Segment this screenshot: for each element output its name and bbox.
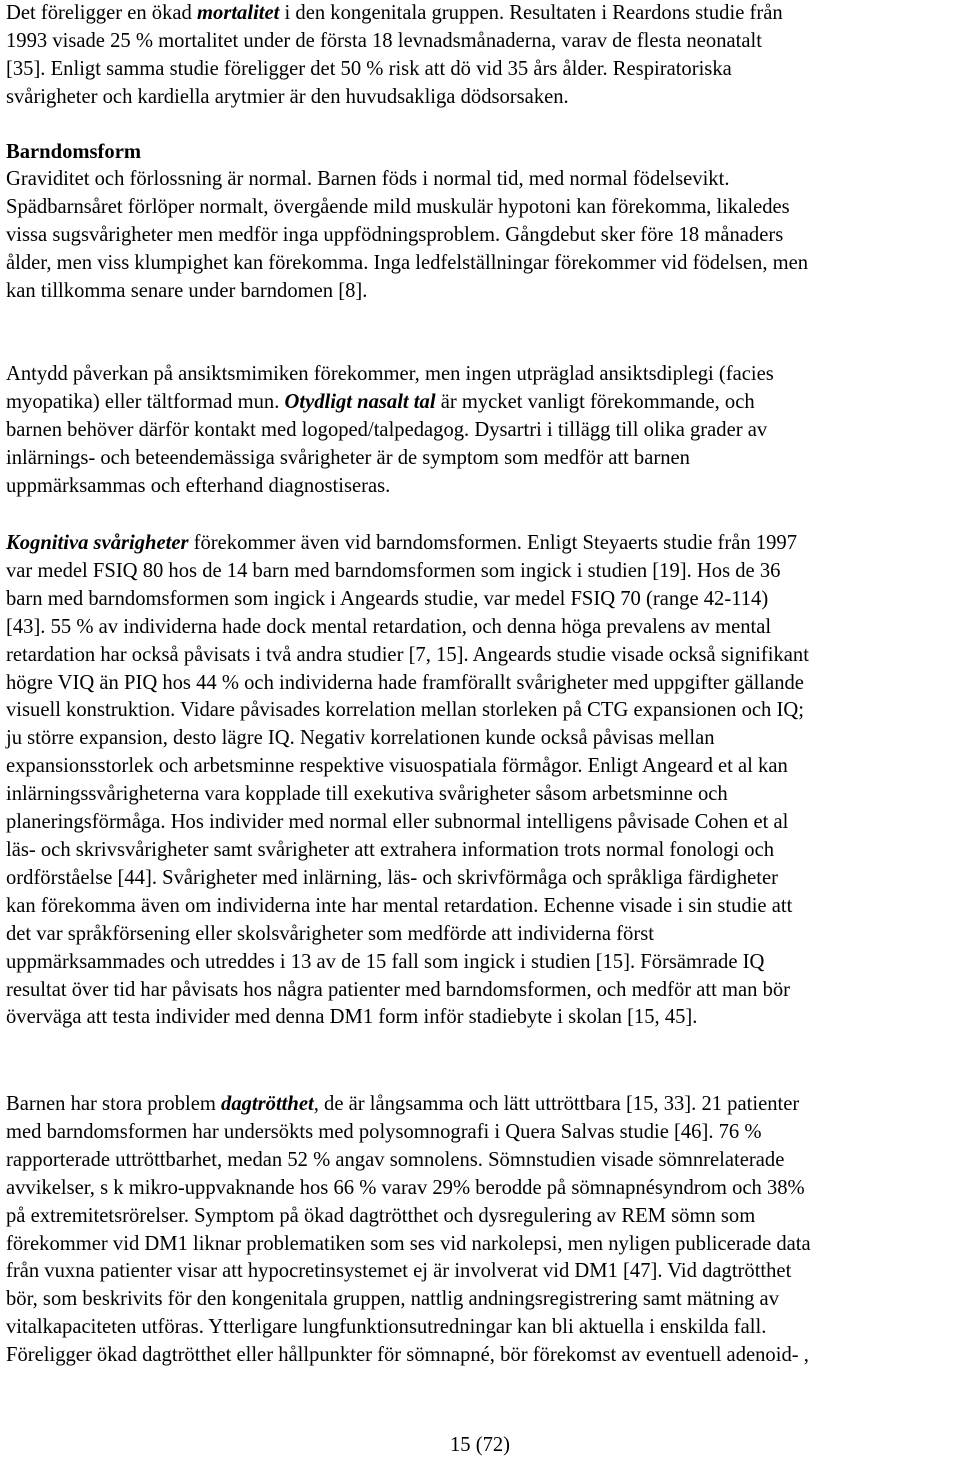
text-run: på extremitetsrörelser. Symptom på ökad dagtrötthet och dysregulering av REM sömn som (6, 1204, 756, 1227)
text-line (6, 1286, 811, 1314)
text-run: visuell konstruktion. Vidare påvisades korrelation mellan storleken på CTG expansionen och IQ; (6, 699, 804, 722)
text-run: förekommer även vid barndomsformen. Enligt Steyaerts studie från 1997 (188, 532, 798, 554)
text-run: med barndomsformen har undersökts med polysomnografi i Quera Salvas studie [46]. 76 % (6, 1120, 762, 1143)
text-run: Det föreligger en ökad (6, 2, 197, 24)
text-line (6, 865, 809, 893)
text-line (6, 530, 809, 558)
text-line (6, 586, 809, 614)
text-line (6, 558, 809, 586)
text-line (6, 1004, 809, 1032)
text-run: Barnen har stora problem (6, 1093, 222, 1115)
text-run: barn med barndomsformen som ingick i Angeards studie, var medel FSIQ 70 (range 42-114) (6, 587, 769, 610)
text-line (6, 670, 809, 698)
text-run: det var språkförsening eller skolsvårigheter som medförde att individerna först (6, 922, 654, 945)
text-run: rapporterade uttröttbarhet, medan 52 % angav somnolens. Sömnstudien visade sömnrelaterade (6, 1148, 785, 1171)
text-line (6, 1203, 811, 1231)
text-line (6, 1231, 811, 1259)
emphasized-term: dagtrötthet (221, 1093, 314, 1115)
text-run: Spädbarnsåret förlöper normalt, övergående mild muskulär hypotoni kan förekomma, likaledes (6, 195, 790, 218)
section-heading: Barndomsform (6, 141, 141, 163)
text-line (6, 0, 783, 28)
text-run: inlärnings- och beteendemässiga svårigheter är de symptom som medför att barnen (6, 446, 690, 469)
text-run: vitalkapaciteten utföras. Ytterligare lungfunktionsutredningar kan bli aktuella i enskilda fall. (6, 1316, 767, 1339)
text-line (6, 361, 774, 389)
text-line (6, 389, 774, 417)
emphasized-term: mortalitet (197, 2, 280, 24)
paragraph-cognitive (6, 530, 809, 1032)
text-run: i den kongenitala gruppen. Resultaten i Reardons studie från (279, 2, 783, 24)
text-line (6, 250, 808, 278)
emphasized-term: Kognitiva svårigheter (6, 532, 189, 554)
text-run: [35]. Enligt samma studie föreligger det 50 % risk att dö vid 35 års ålder. Respiratoriska (6, 57, 732, 80)
text-run: bör, som beskrivits för den kongenitala gruppen, nattlig andningsregistrering samt mätning av (6, 1288, 779, 1311)
text-run: uppmärksammades och utreddes i 13 av de 15 fall som ingick i studien [15]. Försämrade IQ (6, 950, 765, 973)
text-run: Föreligger ökad dagtrötthet eller hållpunkter för sömnapné, bör förekomst av eventuell adenoid- , (6, 1344, 809, 1367)
text-line (6, 949, 809, 977)
text-run: högre VIQ än PIQ hos 44 % och individerna hade framförallt svårigheter med uppgifter gällande (6, 671, 804, 694)
text-line (6, 1147, 811, 1175)
text-line (6, 837, 809, 865)
text-line (6, 445, 774, 473)
text-run: avvikelser, s k mikro-uppvaknande hos 66 % varav 29% berodde på sömnapnésyndrom och 38% (6, 1176, 805, 1199)
text-run: Antydd påverkan på ansiktsmimiken förekommer, men ingen utpräglad ansiktsdiplegi (facies (6, 363, 774, 385)
text-run: kan förekomma även om individerna inte har mental retardation. Echenne visade i sin studie att (6, 894, 793, 917)
text-run: överväga att testa individer med denna DM1 form inför stadiebyte i skolan [15, 45]. (6, 1006, 698, 1029)
text-run: retardation har också påvisats i två andra studier [7, 15]. Angeards studie visade också signifikant (6, 643, 809, 666)
text-run: [43]. 55 % av individerna hade dock mental retardation, och denna höga prevalens av mental (6, 615, 772, 638)
page-number: 15 (72) (449, 1434, 511, 1456)
text-line (6, 1342, 811, 1370)
text-run: uppmärksammas och efterhand diagnostiseras. (6, 474, 391, 497)
text-line (6, 278, 808, 306)
text-run: 1993 visade 25 % mortalitet under de första 18 levnadsmånaderna, varav de flesta neonatalt (6, 29, 762, 52)
text-run: från vuxna patienter visar att hypocretinsystemet ej är involverat vid DM1 [47]. Vid dagtrötthet (6, 1260, 792, 1283)
text-run: förekommer vid DM1 liknar problematiken som ses vid narkolepsi, men nyligen publicerade data (6, 1232, 811, 1255)
text-line (6, 977, 809, 1005)
text-line (6, 697, 809, 725)
text-line (6, 809, 809, 837)
text-line (6, 725, 809, 753)
text-line (6, 1314, 811, 1342)
text-run: svårigheter och kardiella arytmier är den huvudsakliga dödsorsaken. (6, 85, 569, 108)
text-run: barnen behöver därför kontakt med logoped/talpedagog. Dysartri i tillägg till olika grader av (6, 418, 768, 441)
text-run: vissa sugsvårigheter men medför inga uppfödningsproblem. Gångdebut sker före 18 månaders (6, 223, 784, 246)
text-line (6, 1175, 811, 1203)
text-run: myopatika) eller tältformad mun. (6, 390, 285, 413)
text-run: läs- och skrivsvårigheter samt svårigheter att extrahera information trots normal fonologi och (6, 838, 775, 861)
text-run: planeringsförmåga. Hos individer med normal eller subnormal intelligens påvisade Cohen et al (6, 811, 789, 834)
text-run: var medel FSIQ 80 hos de 14 barn med barndomsformen som ingick i studien [19]. Hos de 36 (6, 559, 781, 582)
paragraph-daytime-sleepiness (6, 1091, 811, 1370)
text-line (6, 222, 808, 250)
text-run: inlärningssvårigheterna vara kopplade till exekutiva svårigheter såsom arbetsminne och (6, 783, 728, 806)
text-run: resultat över tid har påvisats hos några patienter med barndomsformen, och medför att man bör (6, 978, 791, 1001)
text-line (6, 893, 809, 921)
text-line (6, 194, 808, 222)
text-run: ju större expansion, desto lägre IQ. Negativ korrelationen kunde också påvisas mellan (6, 727, 715, 750)
text-run: ålder, men viss klumpighet kan förekomma. Inga ledfelställningar förekommer vid födelsen, men (6, 251, 809, 274)
text-line (6, 1119, 811, 1147)
text-line (6, 84, 783, 112)
text-line (6, 56, 783, 84)
text-line (6, 166, 808, 194)
text-run: kan tillkomma senare under barndomen [8]. (6, 279, 368, 302)
text-line (6, 1258, 811, 1286)
text-run: , de är långsamma och lätt uttröttbara [15, 33]. 21 patienter (313, 1093, 800, 1115)
text-line (6, 1091, 811, 1119)
text-line (6, 781, 809, 809)
text-line (6, 28, 783, 56)
paragraph-pregnancy (6, 166, 808, 306)
text-run: expansionsstorlek och arbetsminne respektive visuospatiala förmågor. Enligt Angeard et al kan (6, 755, 788, 778)
text-line (6, 642, 809, 670)
text-run: ordförståelse [44]. Svårigheter med inlärning, läs- och skrivförmåga och språkliga färdigheter (6, 866, 778, 889)
text-line (6, 921, 809, 949)
emphasized-term: Otydligt nasalt tal (284, 390, 436, 413)
text-run: Graviditet och förlossning är normal. Barnen föds i normal tid, med normal födelsevikt. (6, 168, 730, 190)
text-line (6, 473, 774, 501)
paragraph-mortality (6, 0, 783, 112)
text-run: är mycket vanligt förekommande, och (435, 390, 755, 413)
text-line (6, 417, 774, 445)
text-line (6, 753, 809, 781)
text-line (6, 614, 809, 642)
paragraph-facial (6, 361, 774, 501)
